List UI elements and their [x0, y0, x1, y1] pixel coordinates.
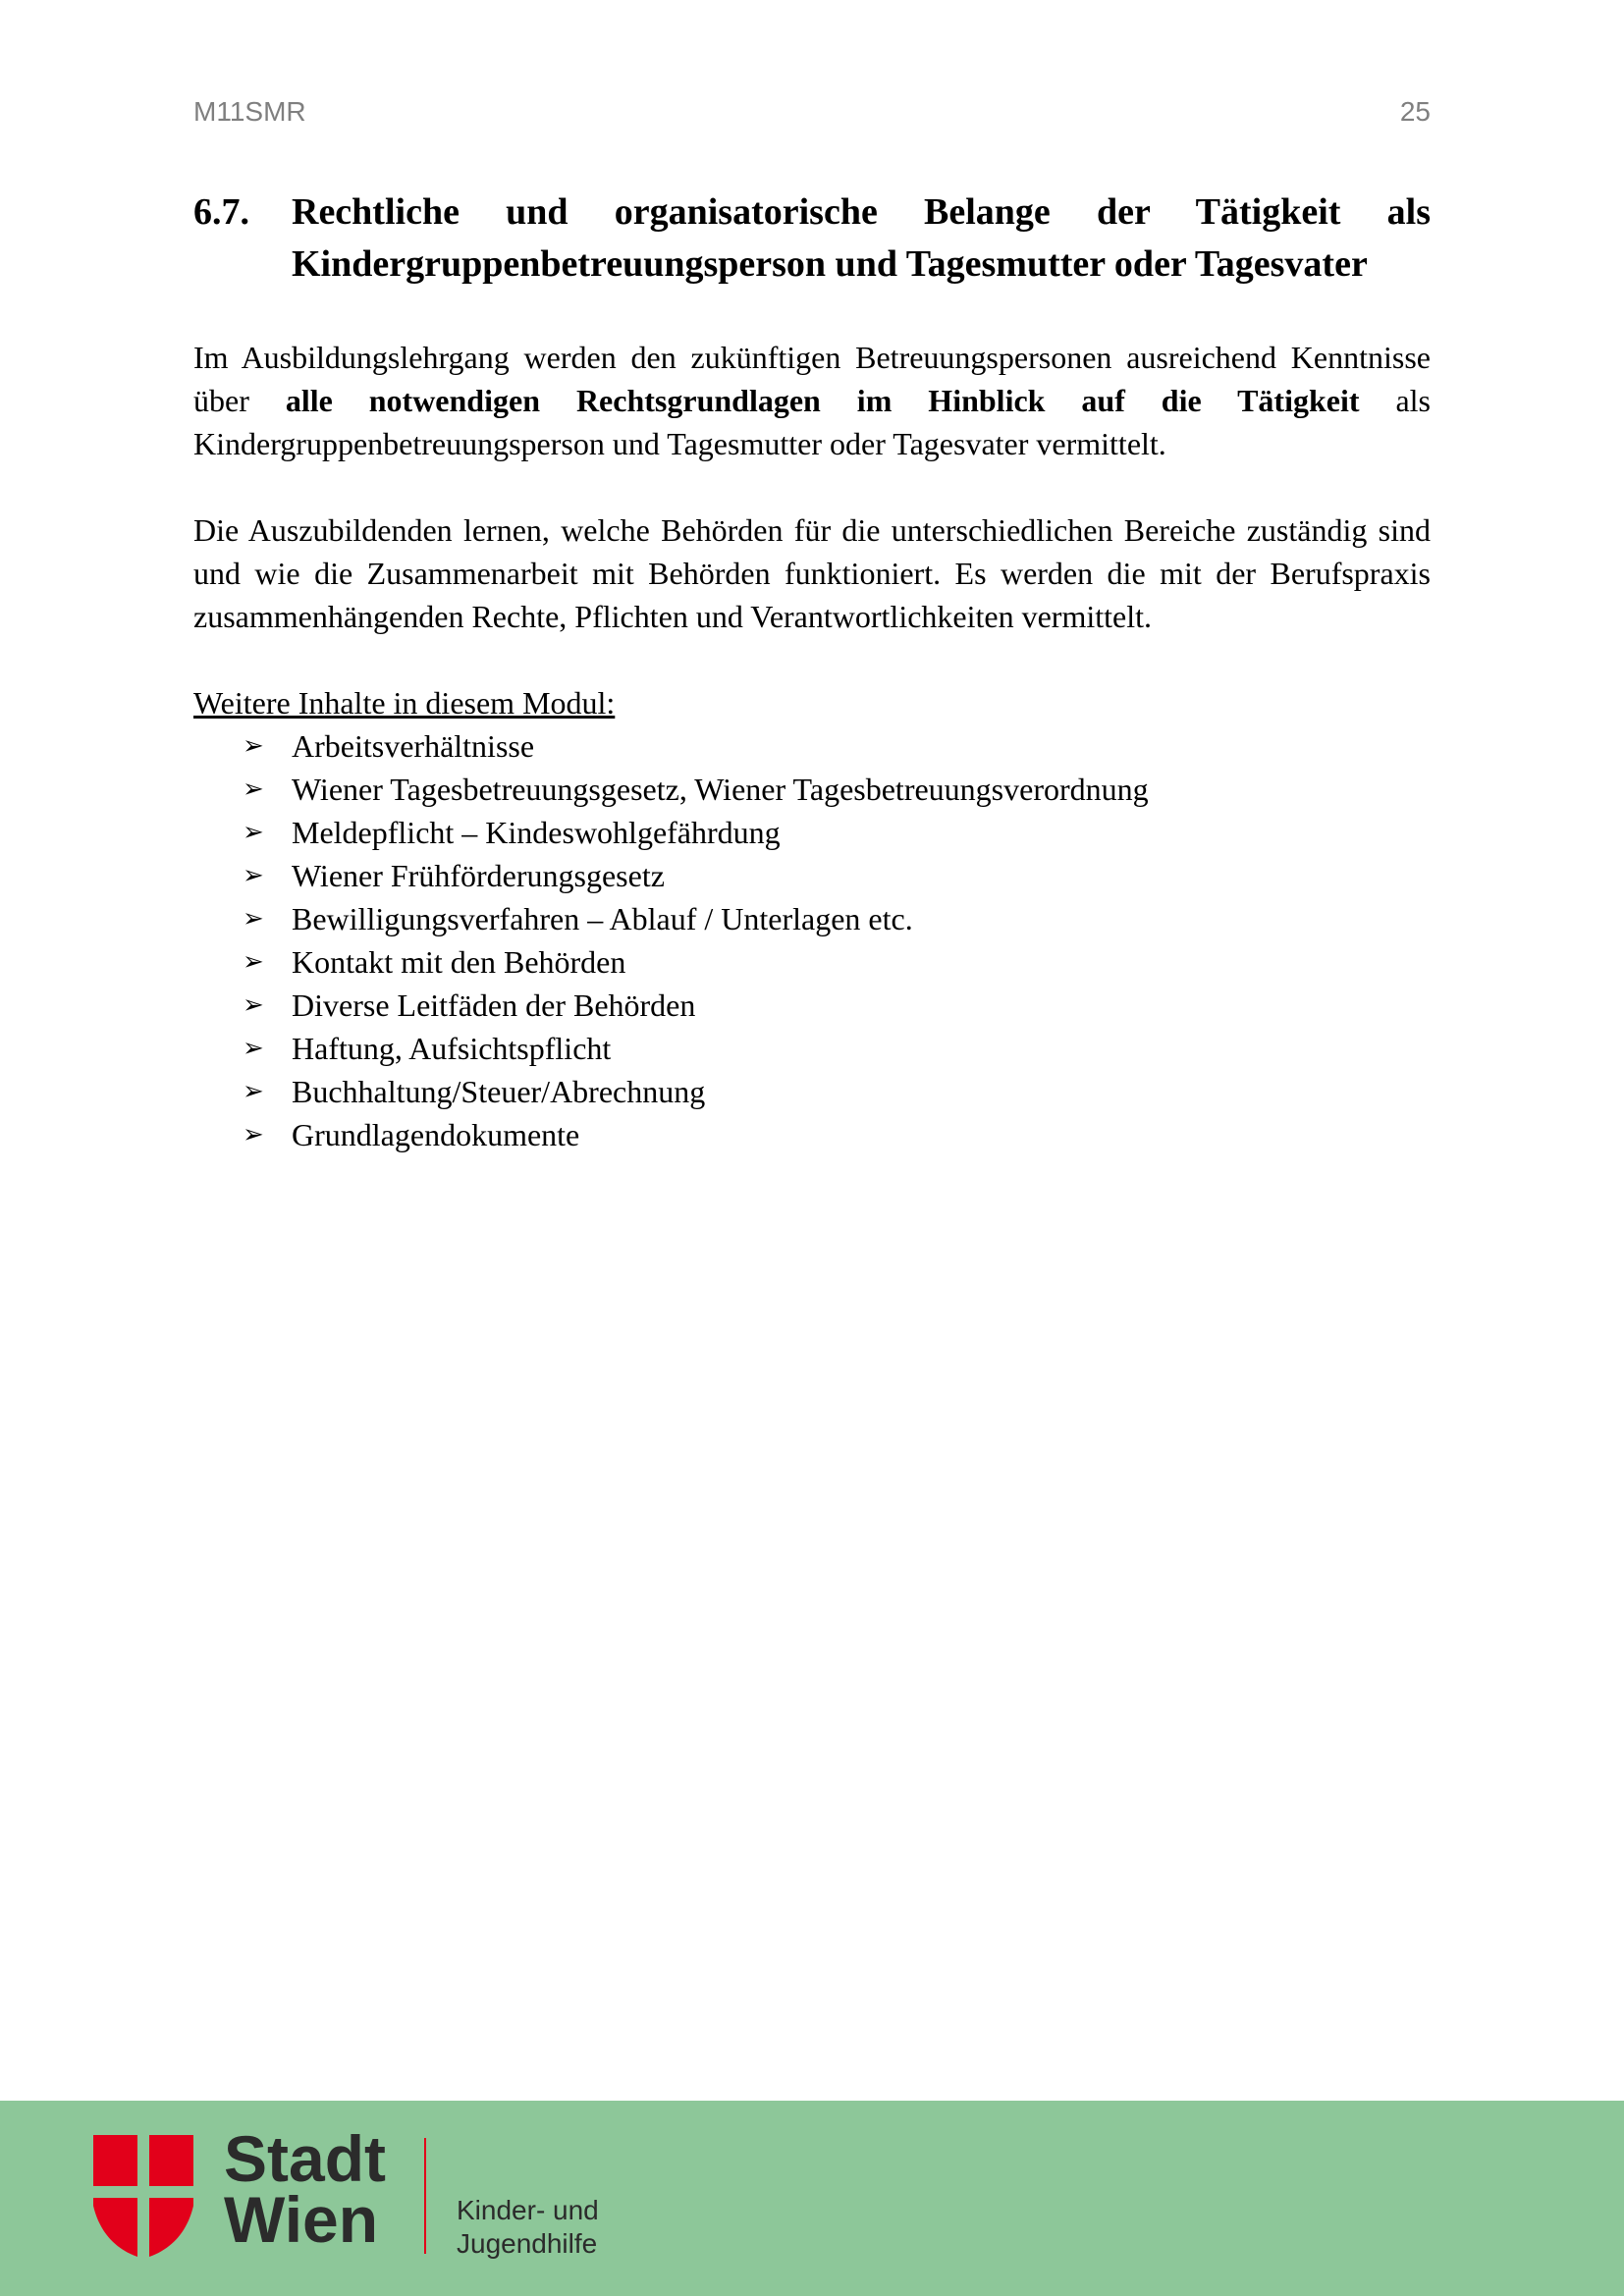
arrow-bullet-icon: ➢ — [243, 774, 264, 804]
authorities-paragraph: Die Auszubildenden lernen, welche Behörden für die unterschiedlichen Bereiche zuständig sind und wie die Zusammenarbeit mit Behörden funktioniert. Es werden die mit der Berufspraxis zusammenhängenden Rechte, Pflichten und Verantwortlichkeiten vermittelt. — [193, 512, 1431, 634]
section-number: 6.7. — [193, 191, 249, 233]
footer-band — [0, 2101, 1624, 2296]
list-item: ➢ Buchhaltung/Steuer/Abrechnung — [193, 1070, 1149, 1113]
page-header — [193, 96, 1431, 135]
list-title: Weitere Inhalte in diesem Modul: — [193, 685, 616, 721]
logo-line-wien: Wien — [224, 2183, 379, 2256]
page-number: 25 — [1399, 96, 1431, 127]
arrow-bullet-icon: ➢ — [243, 1077, 264, 1106]
arrow-bullet-icon: ➢ — [243, 990, 264, 1020]
arrow-bullet-icon: ➢ — [243, 947, 264, 977]
arrow-bullet-icon: ➢ — [243, 1120, 264, 1149]
intro-text-bold: alle notwendigen Rechtsgrundlagen im Hinblick auf die Tätigkeit — [285, 383, 1360, 418]
document-code: M11SMR — [193, 96, 306, 127]
list-item: ➢ Diverse Leitfäden der Behörden — [193, 984, 1149, 1027]
arrow-bullet-icon: ➢ — [243, 818, 264, 847]
content-list — [193, 724, 1149, 1156]
intro-text-start: Im Ausbildungslehrgang werden den zukünftigen Betreuungspersonen ausreichend Kenntnisse über — [193, 340, 1431, 418]
list-item: ➢ Haftung, Aufsichtspflicht — [193, 1027, 1149, 1070]
list-item: ➢ Bewilligungsverfahren – Ablauf / Unterlagen etc. — [193, 897, 1149, 940]
department-name — [457, 2194, 599, 2261]
city-logo-text — [224, 2122, 386, 2256]
intro-text-end: als Kindergruppenbetreuungsperson und Tagesmutter oder Tagesvater vermittelt. — [193, 383, 1432, 461]
list-item: ➢ Grundlagendokumente — [193, 1113, 1149, 1156]
department-line-1: Kinder- und — [457, 2195, 599, 2225]
list-item: ➢ Wiener Frühförderungsgesetz — [193, 854, 1149, 897]
arrow-bullet-icon: ➢ — [243, 731, 264, 761]
department-line-2: Jugendhilfe — [457, 2228, 598, 2259]
vienna-shield-icon — [93, 2135, 193, 2257]
section-heading — [193, 187, 1431, 291]
list-item: ➢ Arbeitsverhältnisse — [193, 724, 1149, 768]
intro-paragraph — [193, 336, 1431, 465]
arrow-bullet-icon: ➢ — [243, 904, 264, 934]
section-title: Rechtliche und organisatorische Belange der Tätigkeit als Kindergruppenbetreuungsperson und Tagesmutter oder Tagesvater — [292, 191, 1431, 285]
logo-line-stadt: Stadt — [224, 2122, 386, 2195]
arrow-bullet-icon: ➢ — [243, 861, 264, 890]
list-item: ➢ Wiener Tagesbetreuungsgesetz, Wiener Tagesbetreuungsverordnung — [193, 768, 1149, 811]
list-item: ➢ Meldepflicht – Kindeswohlgefährdung — [193, 811, 1149, 854]
list-item: ➢ Kontakt mit den Behörden — [193, 940, 1149, 984]
arrow-bullet-icon: ➢ — [243, 1034, 264, 1063]
logo-divider — [424, 2138, 426, 2254]
